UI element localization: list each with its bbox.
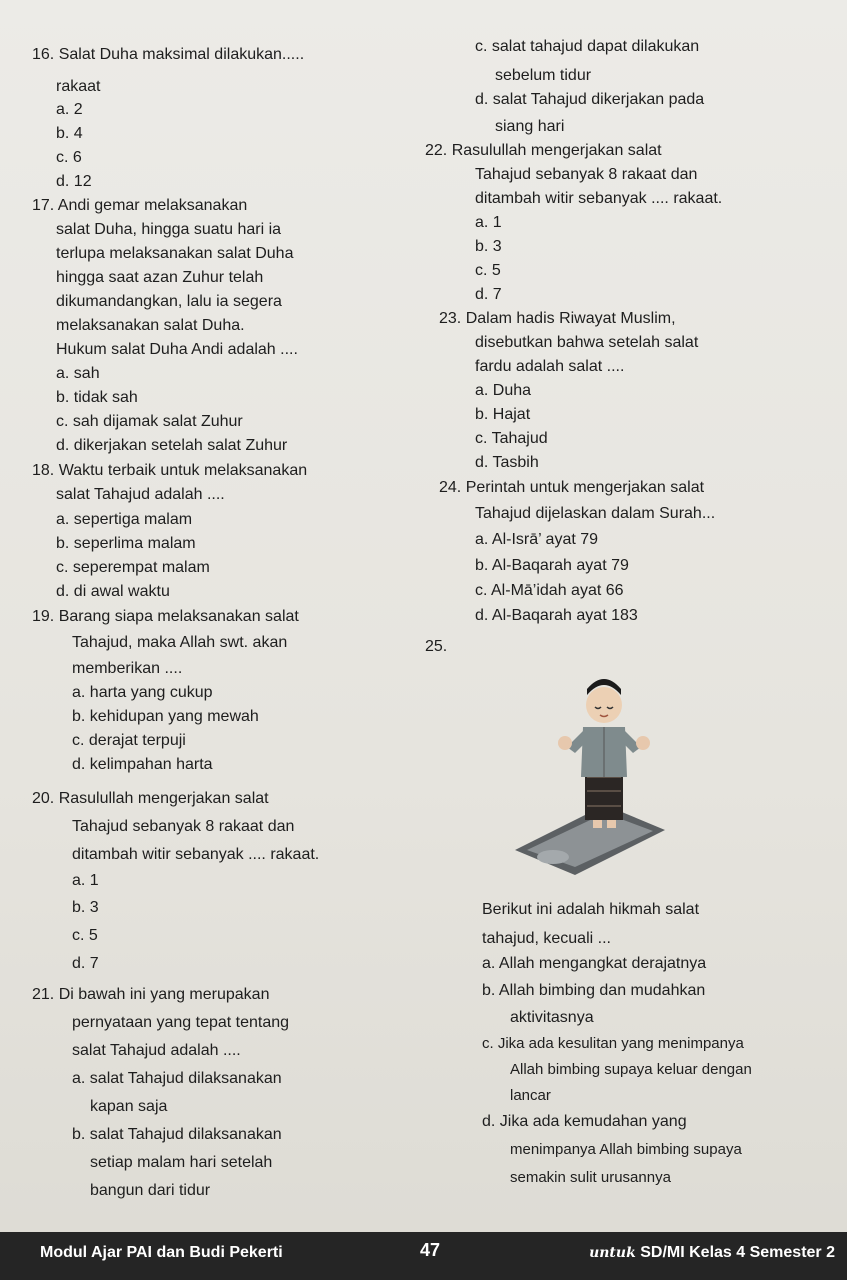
option-b: b. kehidupan yang mewah (72, 708, 259, 725)
option-c: c. Tahajud (475, 430, 548, 447)
option-a: a. 1 (72, 872, 99, 889)
option-a: a. Allah mengangkat derajatnya (482, 955, 707, 972)
text-line: semakin sulit urusannya (510, 1169, 671, 1186)
question-17: 17. Andi gemar melaksanakan (32, 197, 248, 214)
text-line: lancar (510, 1087, 551, 1104)
question-18: 18. Waktu terbaik untuk melaksanakan (32, 462, 308, 479)
option-c: c. Jika ada kesulitan yang menimpanya (482, 1035, 744, 1052)
option-c: c. 6 (56, 149, 82, 166)
text-line: memberikan .... (72, 660, 183, 677)
option-d: d. Tasbih (475, 454, 539, 471)
option-a: a. salat Tahajud dilaksanakan (72, 1070, 282, 1087)
sarong (585, 775, 623, 820)
option-c: c. seperempat malam (56, 559, 210, 576)
text-line: salat Tahajud adalah .... (56, 486, 225, 503)
question-21: 21. Di bawah ini yang merupakan (32, 986, 270, 1003)
text-line: bangun dari tidur (90, 1182, 211, 1199)
option-b: b. tidak sah (56, 389, 138, 406)
text-line: salat Duha, hingga suatu hari ia (56, 221, 282, 238)
text-line: Tahajud sebanyak 8 rakaat dan (72, 818, 295, 835)
text-line: hingga saat azan Zuhur telah (56, 269, 264, 286)
footer-module-title: Modul Ajar PAI dan Budi Pekerti (40, 1244, 283, 1261)
text-line: terlupa melaksanakan salat Duha (56, 245, 294, 262)
right-hand (636, 736, 650, 750)
praying-boy-illustration (505, 665, 675, 885)
option-d: d. Jika ada kemudahan yang (482, 1113, 687, 1130)
text-line: siang hari (495, 118, 565, 135)
option-c: c. 5 (72, 927, 98, 944)
option-a: a. Duha (475, 382, 532, 399)
text-line: setiap malam hari setelah (90, 1154, 273, 1171)
option-a: a. Al-Isrā’ ayat 79 (475, 531, 599, 548)
option-c: c. Al-Mā’idah ayat 66 (475, 582, 624, 599)
text-line: kapan saja (90, 1098, 168, 1115)
footer-class-info: untuk SD/MI Kelas 4 Semester 2 (589, 1244, 835, 1261)
option-b: b. salat Tahajud dilaksanakan (72, 1126, 282, 1143)
option-b: b. 3 (475, 238, 502, 255)
text-line: fardu adalah salat .... (475, 358, 625, 375)
option-c: c. salat tahajud dapat dilakukan (475, 38, 700, 55)
option-a: a. sepertiga malam (56, 511, 193, 528)
option-d: d. salat Tahajud dikerjakan pada (475, 91, 705, 108)
text-line: ditambah witir sebanyak .... rakaat. (475, 190, 723, 207)
text-line: Tahajud sebanyak 8 rakaat dan (475, 166, 698, 183)
text-line: pernyataan yang tepat tentang (72, 1014, 290, 1031)
question-19: 19. Barang siapa melaksanakan salat (32, 608, 299, 625)
option-a: a. 1 (475, 214, 502, 231)
option-b: b. seperlima malam (56, 535, 196, 552)
option-c: c. sah dijamak salat Zuhur (56, 413, 243, 430)
option-d: d. Al-Baqarah ayat 183 (475, 607, 638, 624)
text-line: tahajud, kecuali ... (482, 930, 611, 947)
text-line: salat Tahajud adalah .... (72, 1042, 241, 1059)
text-line: sebelum tidur (495, 67, 592, 84)
text-line: Tahajud dijelaskan dalam Surah... (475, 505, 716, 522)
option-c: c. derajat terpuji (72, 732, 186, 749)
face (586, 687, 622, 723)
left-hand (558, 736, 572, 750)
option-b: b. 3 (72, 899, 99, 916)
text-line: Hukum salat Duha Andi adalah .... (56, 341, 298, 358)
question-16: 16. Salat Duha maksimal dilakukan..... (32, 46, 305, 63)
option-b: b. Hajat (475, 406, 531, 423)
text-line: melaksanakan salat Duha. (56, 317, 245, 334)
option-d: d. di awal waktu (56, 583, 170, 600)
option-d: d. 12 (56, 173, 92, 190)
text-line: dikumandangkan, lalu ia segera (56, 293, 282, 310)
left-foot (593, 820, 602, 828)
question-24: 24. Perintah untuk mengerjakan salat (439, 479, 705, 496)
footer-bar (0, 1232, 847, 1280)
text-line: Allah bimbing supaya keluar dengan (510, 1061, 752, 1078)
option-c: c. 5 (475, 262, 501, 279)
text-line: disebutkan bahwa setelah salat (475, 334, 699, 351)
question-23: 23. Dalam hadis Riwayat Muslim, (439, 310, 676, 327)
question-22: 22. Rasulullah mengerjakan salat (425, 142, 662, 159)
text-line: rakaat (56, 78, 101, 95)
right-foot (607, 820, 616, 828)
text-line: Berikut ini adalah hikmah salat (482, 901, 700, 918)
option-d: d. dikerjakan setelah salat Zuhur (56, 437, 288, 454)
question-20: 20. Rasulullah mengerjakan salat (32, 790, 269, 807)
option-a: a. 2 (56, 101, 83, 118)
option-a: a. harta yang cukup (72, 684, 213, 701)
option-b: b. 4 (56, 125, 83, 142)
question-25: 25. (425, 638, 448, 655)
text-line: ditambah witir sebanyak .... rakaat. (72, 846, 320, 863)
option-d: d. 7 (475, 286, 502, 303)
option-a: a. sah (56, 365, 100, 382)
text-line: menimpanya Allah bimbing supaya (510, 1141, 742, 1158)
text-line: aktivitasnya (510, 1009, 594, 1026)
text-line: Tahajud, maka Allah swt. akan (72, 634, 288, 651)
option-d: d. kelimpahan harta (72, 756, 213, 773)
option-b: b. Allah bimbing dan mudahkan (482, 982, 706, 999)
option-b: b. Al-Baqarah ayat 79 (475, 557, 629, 574)
page-number: 47 (420, 1240, 441, 1260)
option-d: d. 7 (72, 955, 99, 972)
mat-arch (537, 850, 569, 864)
